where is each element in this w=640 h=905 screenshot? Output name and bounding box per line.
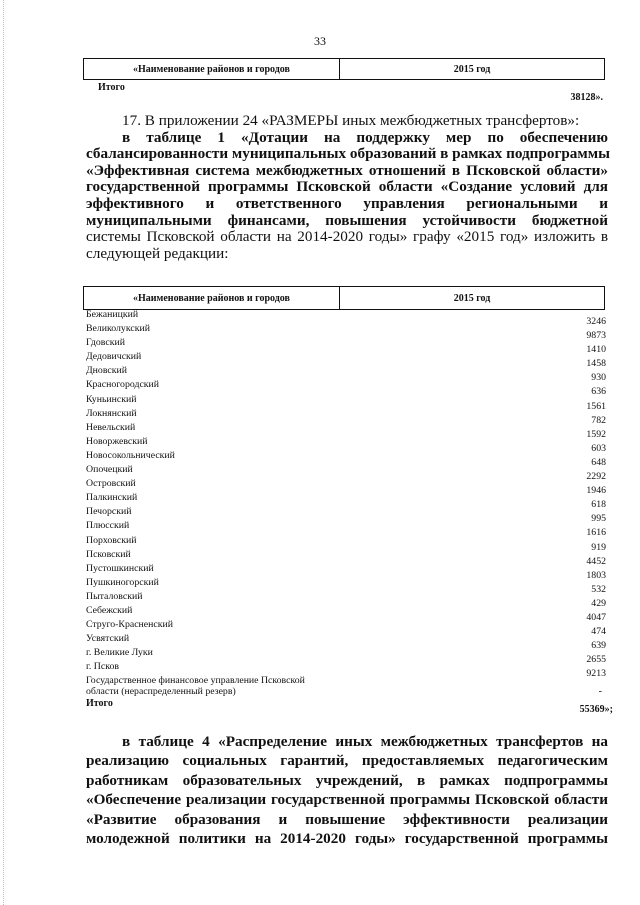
table-row <box>86 365 606 384</box>
row-value: 1561 <box>586 400 606 412</box>
row-district-name: Струго-Красненский <box>86 619 173 631</box>
row-district-name: Дновский <box>86 365 127 377</box>
row-district-name: г. Псков <box>86 661 120 673</box>
reserve-name-line1: Государственное финансовое управление Псковской <box>86 675 305 686</box>
row-district-name: Красногородский <box>86 379 160 391</box>
row-value: 603 <box>591 442 606 454</box>
item17-line: эффективного и ответственного управления региональными и <box>86 194 608 212</box>
scan-edge-line <box>3 0 4 905</box>
row-district-name: Пустошкинский <box>86 562 154 574</box>
table-row <box>86 492 606 511</box>
table4-line: работникам образовательных учреждений, в рамках подпрограммы <box>86 771 608 789</box>
table-row <box>86 506 606 525</box>
table4-line: «Развитие образования и повышение эффективности реализации <box>86 810 608 828</box>
table-row <box>86 323 606 342</box>
table-row <box>86 604 606 623</box>
row-value: 9873 <box>586 330 606 342</box>
main-table-total-value: 55369»; <box>579 704 613 715</box>
table-row <box>86 351 606 370</box>
row-district-name: Себежский <box>86 604 133 616</box>
row-value: 4452 <box>586 555 606 567</box>
top-table-col-name: «Наименование районов и городов <box>84 59 340 80</box>
top-table-header <box>83 58 605 80</box>
table4-line: реализацию социальных гарантий, предоставляемых педагогическим <box>86 752 608 770</box>
row-district-name: Усвятский <box>86 633 130 645</box>
row-district-name: Плюсский <box>86 520 130 532</box>
table-row <box>86 619 606 638</box>
table4-paragraph <box>86 732 608 848</box>
row-district-name: Пыталовский <box>86 590 143 602</box>
row-district-name: Куньинский <box>86 393 137 405</box>
table-row <box>86 661 606 680</box>
row-value: 474 <box>591 626 606 638</box>
row-district-name: Островский <box>86 478 136 490</box>
row-value: 782 <box>591 414 606 426</box>
table4-line: молодежной политики на 2014-2020 годы» государственной программы <box>86 830 608 848</box>
row-value: 995 <box>591 513 606 525</box>
item17-line: в таблице 1 «Дотации на поддержку мер по обеспечению <box>122 128 608 146</box>
row-district-name: г. Великие Луки <box>86 647 153 659</box>
top-table-total-label: Итого <box>98 82 125 93</box>
main-table-total-label: Итого <box>86 698 113 709</box>
reserve-row <box>86 675 305 697</box>
reserve-value: - <box>598 686 602 697</box>
table-row <box>86 647 606 666</box>
table-row <box>86 379 606 398</box>
row-value: 919 <box>591 541 606 553</box>
main-table-col-year: 2015 год <box>340 287 605 310</box>
item17-paragraph <box>86 113 608 262</box>
table-row <box>86 435 606 454</box>
main-table-header <box>83 286 605 310</box>
main-table-body <box>86 309 606 680</box>
table-row <box>86 449 606 468</box>
row-value: 1803 <box>586 569 606 581</box>
row-district-name: Псковский <box>86 548 131 560</box>
table4-line: в таблице 4 «Распределение иных межбюджетных трансфертов на <box>122 733 608 750</box>
table-row <box>86 590 606 609</box>
row-value: 1410 <box>586 344 606 356</box>
row-district-name: Дедовичский <box>86 351 142 363</box>
top-table-col-year: 2015 год <box>340 59 605 80</box>
row-district-name: Невельский <box>86 421 136 433</box>
row-value: 1458 <box>586 358 606 370</box>
row-district-name: Печорский <box>86 506 132 518</box>
row-district-name: Новосокольнический <box>86 449 175 461</box>
row-value: 618 <box>591 499 606 511</box>
item17-line: «Эффективная система межбюджетных отношений в Псковской области» <box>86 161 608 179</box>
row-district-name: Палкинский <box>86 492 138 504</box>
item17-line: муниципальными финансами, повышения устойчивости бюджетной <box>86 211 608 229</box>
table-row <box>86 520 606 539</box>
row-value: 1616 <box>586 527 606 539</box>
table-row <box>86 534 606 553</box>
row-value: 639 <box>591 640 606 652</box>
row-district-name: Великолукский <box>86 323 150 335</box>
table-row <box>86 393 606 412</box>
row-district-name: Опочецкий <box>86 464 133 476</box>
table4-line: «Обеспечение реализации государственной программы Псковской области <box>86 791 608 809</box>
row-district-name: Новоржевский <box>86 435 148 447</box>
row-district-name: Бежаницкий <box>86 309 139 320</box>
item17-line: 17. В приложении 24 «РАЗМЕРЫ иных межбюджетных трансфертов»: <box>122 112 580 129</box>
main-table-col-name: «Наименование районов и городов <box>84 287 340 310</box>
table-row <box>86 407 606 426</box>
row-value: 3246 <box>586 316 606 327</box>
reserve-name-line2: области (нераспределенный резерв) <box>86 686 236 697</box>
table-row <box>86 548 606 567</box>
table-row <box>86 464 606 483</box>
row-value: 648 <box>591 456 606 468</box>
row-district-name: Гдовский <box>86 337 125 349</box>
row-value: 429 <box>591 597 606 609</box>
row-value: 636 <box>591 386 606 398</box>
table-row <box>86 478 606 497</box>
item17-line: сбалансированности муниципальных образований в рамках подпрограммы <box>86 145 610 163</box>
row-district-name: Локнянский <box>86 407 137 419</box>
item17-line: государственной программы Псковской области «Создание условий для <box>86 178 608 196</box>
top-table-total-value: 38128». <box>570 92 603 103</box>
table-row <box>86 309 606 327</box>
row-value: 1946 <box>586 485 606 497</box>
row-value: 1592 <box>586 428 606 440</box>
row-value: 2655 <box>586 654 606 666</box>
row-district-name: Порховский <box>86 534 137 546</box>
row-district-name: Пушкиногорский <box>86 576 159 588</box>
table-row <box>86 562 606 581</box>
table-row <box>86 421 606 440</box>
row-value: 4047 <box>586 611 606 623</box>
row-value: 532 <box>591 583 606 595</box>
item17-line: системы Псковской области на 2014-2020 годы» графу «2015 год» изложить в <box>86 228 608 246</box>
row-value: 2292 <box>586 471 606 483</box>
table-row <box>86 633 606 652</box>
item17-line: следующей редакции: <box>86 244 229 262</box>
table-row <box>86 576 606 595</box>
page-number: 33 <box>314 34 326 48</box>
table-row <box>86 337 606 356</box>
row-value: 9213 <box>586 668 606 680</box>
row-value: 930 <box>591 372 606 384</box>
